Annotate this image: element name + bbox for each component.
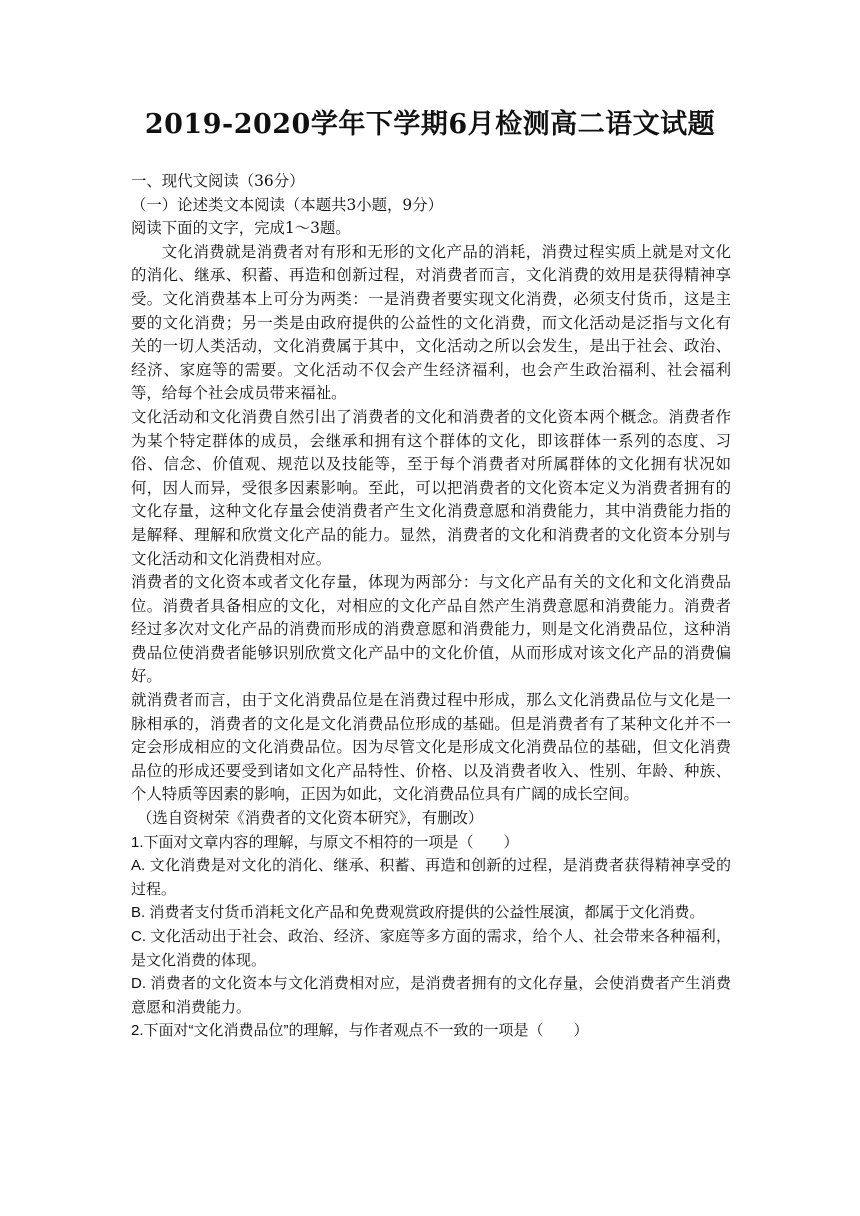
passage-paragraph-3: 消费者的文化资本或者文化存量，体现为两部分：与文化产品有关的文化和文化消费品位。消费者具备相应的文化，对相应的文化产品自然产生消费意愿和消费能力。消费者经过多次对文化产品的消费而形成的消费意愿和消费能力，则是文化消费品位，这种消费品位使消费者能够识别欣赏文化产品中的文化价值，从而形成对该文化产品的消费偏好。 — [131, 573, 731, 686]
passage-source: （选自资树荣《消费者的文化资本研究》，有删改） — [137, 809, 484, 828]
passage-paragraph-4: 就消费者而言，由于文化消费品位是在消费过程中形成，那么文化消费品位与文化是一脉相承的，消费者的文化是文化消费品位形成的基础。但是消费者有了某种文化并不一定会形成相应的文化消费品位。因为尽管文化是形成文化消费品位的基础，但文化消费品位的形成还要受到诸如文化产品特性、价格、以及消费者收入、性别、年龄、种族、个人特质等因素的影响，正因为如此，文化消费品位具有广阔的成长空间。 — [131, 691, 731, 804]
passage-paragraph-2: 文化活动和文化消费自然引出了消费者的文化和消费者的文化资本两个概念。消费者作为某个特定群体的成员，会继承和拥有这个群体的文化，即该群体一系列的态度、习俗、信念、价值观、规范以及技能等，至于每个消费者对所属群体的文化拥有状况如何，因人而异，受很多因素影响。至此，可以把消费者的文化资本定义为消费者拥有的文化存量，这种文化存量会使消费者产生文化消费意愿和消费能力，其中消费能力指的是解释、理解和欣赏文化产品的能力。显然，消费者的文化和消费者的文化资本分别与文化活动和文化消费相对应。 — [131, 407, 731, 568]
question-2-stem: 2.下面对“文化消费品位”的理解，与作者观点不一致的一项是（ ） — [131, 1022, 589, 1040]
reading-instruction: 阅读下面的文字，完成1～3题。 — [131, 219, 351, 238]
question-1-option-a: A. 文化消费是对文化的消化、继承、积蓄、再造和创新的过程，是消费者获得精神享受的过程。 — [131, 857, 731, 898]
question-1-option-c: C. 文化活动出于社会、政治、经济、家庭等多方面的需求，给个人、社会带来各种福利，是文化消费的体现。 — [131, 928, 731, 969]
exam-content — [131, 170, 731, 1043]
section-heading: 一、现代文阅读（36分） — [131, 172, 305, 190]
question-1-option-d: D. 消费者的文化资本与文化消费相对应，是消费者拥有的文化存量，会使消费者产生消费意愿和消费能力。 — [131, 975, 731, 1016]
exam-title: 2019-2020学年下学期6月检测高二语文试题 — [144, 109, 716, 140]
question-1-option-b: B. 消费者支付货币消耗文化产品和免费观赏政府提供的公益性展演，都属于文化消费。 — [131, 904, 705, 922]
passage-paragraph-1: 文化消费就是消费者对有形和无形的文化产品的消耗，消费过程实质上就是对文化的消化、继承、积蓄、再造和创新过程，对消费者而言，文化消费的效用是获得精神享受。文化消费基本上可分为两类：一是消费者要实现文化消费，必须支付货币，这是主要的文化消费；另一类是由政府提供的公益性的文化消费，而文化活动是泛指与文化有关的一切人类活动，文化消费属于其中，文化活动之所以会发生，是出于社会、政治、经济、家庭等的需要。文化活动不仅会产生经济福利，也会产生政治福利、社会福利等，给每个社会成员带来福祉。 — [131, 242, 731, 403]
question-1-stem: 1.下面对文章内容的理解，与原文不相符的一项是（ ） — [131, 833, 519, 851]
subsection-heading: （一）论述类文本阅读（本题共3小题，9分） — [131, 195, 444, 214]
